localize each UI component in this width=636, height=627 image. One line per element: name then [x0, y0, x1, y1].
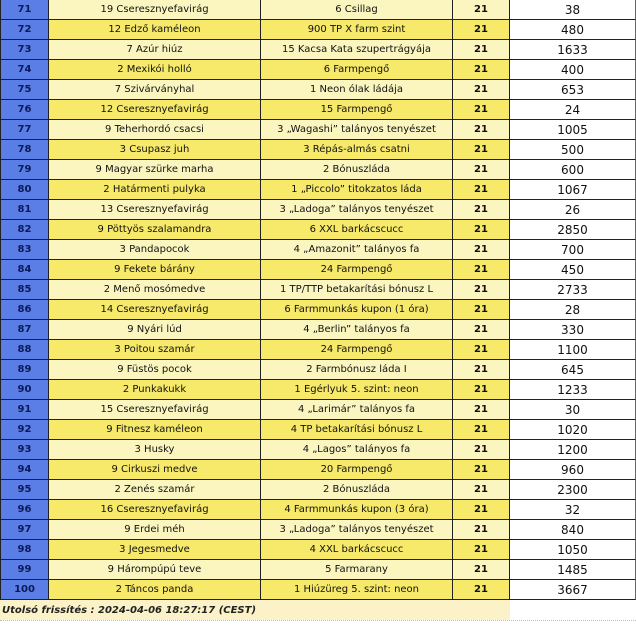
- level-cell[interactable]: 21: [453, 140, 510, 160]
- level-cell[interactable]: 21: [453, 340, 510, 360]
- table-row[interactable]: [0, 320, 636, 340]
- table-row[interactable]: [0, 280, 636, 300]
- level-cell[interactable]: 21: [453, 100, 510, 120]
- table-row[interactable]: [0, 240, 636, 260]
- reward-item-b-cell[interactable]: 24 Farmpengő: [261, 340, 453, 360]
- row-number-cell[interactable]: 100: [0, 580, 49, 600]
- points-cell[interactable]: 653: [510, 80, 636, 100]
- reward-item-b-cell[interactable]: 4 „Berlin” talányos fa: [261, 320, 453, 340]
- row-number-cell[interactable]: 96: [0, 500, 49, 520]
- level-cell[interactable]: 21: [453, 180, 510, 200]
- level-cell[interactable]: 21: [453, 420, 510, 440]
- level-cell[interactable]: 21: [453, 40, 510, 60]
- reward-item-b-cell[interactable]: 6 Farmmunkás kupon (1 óra): [261, 300, 453, 320]
- points-cell[interactable]: 1100: [510, 340, 636, 360]
- points-cell[interactable]: 1633: [510, 40, 636, 60]
- row-number-cell[interactable]: 98: [0, 540, 49, 560]
- level-cell[interactable]: 21: [453, 20, 510, 40]
- points-cell[interactable]: 30: [510, 400, 636, 420]
- table-row[interactable]: [0, 500, 636, 520]
- points-cell[interactable]: 3667: [510, 580, 636, 600]
- points-cell[interactable]: 1233: [510, 380, 636, 400]
- table-row[interactable]: [0, 220, 636, 240]
- row-number-cell[interactable]: 99: [0, 560, 49, 580]
- table-row[interactable]: [0, 60, 636, 80]
- level-cell[interactable]: 21: [453, 380, 510, 400]
- reward-item-b-cell[interactable]: 3 „Ladoga” talányos tenyészet: [261, 520, 453, 540]
- table-row[interactable]: [0, 20, 636, 40]
- reward-item-a-cell[interactable]: 2 Táncos panda: [49, 580, 261, 600]
- points-cell[interactable]: 330: [510, 320, 636, 340]
- reward-item-b-cell[interactable]: 1 „Piccolo” titokzatos láda: [261, 180, 453, 200]
- table-row[interactable]: [0, 340, 636, 360]
- reward-item-a-cell[interactable]: 7 Azúr hiúz: [49, 40, 261, 60]
- table-row[interactable]: [0, 520, 636, 540]
- row-number-cell[interactable]: 74: [0, 60, 49, 80]
- level-cell[interactable]: 21: [453, 260, 510, 280]
- reward-item-b-cell[interactable]: 4 „Lagos” talányos fa: [261, 440, 453, 460]
- row-number-cell[interactable]: 77: [0, 120, 49, 140]
- row-number-cell[interactable]: 71: [0, 0, 49, 20]
- reward-item-b-cell[interactable]: 6 XXL barkácscucc: [261, 220, 453, 240]
- row-number-cell[interactable]: 92: [0, 420, 49, 440]
- row-number-cell[interactable]: 78: [0, 140, 49, 160]
- table-row[interactable]: [0, 560, 636, 580]
- reward-item-a-cell[interactable]: 16 Cseresznyefavirág: [49, 500, 261, 520]
- row-number-cell[interactable]: 94: [0, 460, 49, 480]
- reward-item-b-cell[interactable]: 3 „Ladoga” talányos tenyészet: [261, 200, 453, 220]
- table-row[interactable]: [0, 100, 636, 120]
- reward-item-a-cell[interactable]: 13 Cseresznyefavirág: [49, 200, 261, 220]
- reward-item-b-cell[interactable]: 2 Farmbónusz láda I: [261, 360, 453, 380]
- table-row[interactable]: [0, 140, 636, 160]
- reward-item-a-cell[interactable]: 9 Fitnesz kaméleon: [49, 420, 261, 440]
- table-row[interactable]: [0, 0, 636, 20]
- points-cell[interactable]: 26: [510, 200, 636, 220]
- reward-item-a-cell[interactable]: 2 Határmenti pulyka: [49, 180, 261, 200]
- reward-item-a-cell[interactable]: 9 Pöttyös szalamandra: [49, 220, 261, 240]
- reward-item-a-cell[interactable]: 3 Jegesmedve: [49, 540, 261, 560]
- points-cell[interactable]: 400: [510, 60, 636, 80]
- row-number-cell[interactable]: 85: [0, 280, 49, 300]
- reward-item-b-cell[interactable]: 15 Farmpengő: [261, 100, 453, 120]
- last-update-footer: Utolsó frissítés : 2024-04-06 18:27:17 (CEST): [0, 600, 510, 620]
- points-cell[interactable]: 2850: [510, 220, 636, 240]
- level-cell[interactable]: 21: [453, 540, 510, 560]
- points-cell[interactable]: 645: [510, 360, 636, 380]
- reward-item-b-cell[interactable]: 1 Egérlyuk 5. szint: neon: [261, 380, 453, 400]
- points-cell[interactable]: 960: [510, 460, 636, 480]
- reward-item-a-cell[interactable]: 15 Cseresznyefavirág: [49, 400, 261, 420]
- points-cell[interactable]: 38: [510, 0, 636, 20]
- reward-item-b-cell[interactable]: 4 Farmmunkás kupon (3 óra): [261, 500, 453, 520]
- table-row[interactable]: [0, 400, 636, 420]
- level-cell[interactable]: 21: [453, 0, 510, 20]
- reward-item-b-cell[interactable]: 3 Répás-almás csatni: [261, 140, 453, 160]
- row-number-cell[interactable]: 90: [0, 380, 49, 400]
- reward-item-a-cell[interactable]: 9 Hárompúpú teve: [49, 560, 261, 580]
- points-cell[interactable]: 1020: [510, 420, 636, 440]
- reward-item-b-cell[interactable]: 4 TP betakarítási bónusz L: [261, 420, 453, 440]
- points-cell[interactable]: 24: [510, 100, 636, 120]
- reward-item-b-cell[interactable]: 1 Hiúzüreg 5. szint: neon: [261, 580, 453, 600]
- points-cell[interactable]: 450: [510, 260, 636, 280]
- points-cell[interactable]: 1485: [510, 560, 636, 580]
- reward-item-a-cell[interactable]: 9 Fekete bárány: [49, 260, 261, 280]
- row-number-cell[interactable]: 97: [0, 520, 49, 540]
- reward-item-b-cell[interactable]: 4 XXL barkácscucc: [261, 540, 453, 560]
- table-row[interactable]: [0, 120, 636, 140]
- level-cell[interactable]: 21: [453, 560, 510, 580]
- row-number-cell[interactable]: 72: [0, 20, 49, 40]
- points-cell[interactable]: 1200: [510, 440, 636, 460]
- reward-item-a-cell[interactable]: 12 Cseresznyefavirág: [49, 100, 261, 120]
- table-row[interactable]: [0, 260, 636, 280]
- table-row[interactable]: [0, 160, 636, 180]
- row-number-cell[interactable]: 91: [0, 400, 49, 420]
- row-number-cell[interactable]: 95: [0, 480, 49, 500]
- points-cell[interactable]: 2733: [510, 280, 636, 300]
- reward-item-a-cell[interactable]: 9 Teherhordó csacsi: [49, 120, 261, 140]
- reward-item-b-cell[interactable]: 2 Bónuszláda: [261, 480, 453, 500]
- reward-item-a-cell[interactable]: 2 Zenés szamár: [49, 480, 261, 500]
- points-cell[interactable]: 1050: [510, 540, 636, 560]
- level-cell[interactable]: 21: [453, 480, 510, 500]
- points-cell[interactable]: 32: [510, 500, 636, 520]
- points-cell[interactable]: 1005: [510, 120, 636, 140]
- reward-item-a-cell[interactable]: 9 Magyar szürke marha: [49, 160, 261, 180]
- row-number-cell[interactable]: 83: [0, 240, 49, 260]
- table-row[interactable]: [0, 180, 636, 200]
- reward-item-a-cell[interactable]: 9 Erdei méh: [49, 520, 261, 540]
- level-cell[interactable]: 21: [453, 440, 510, 460]
- reward-item-b-cell[interactable]: 24 Farmpengő: [261, 260, 453, 280]
- level-cell[interactable]: 21: [453, 300, 510, 320]
- level-cell[interactable]: 21: [453, 280, 510, 300]
- points-cell[interactable]: 28: [510, 300, 636, 320]
- points-cell[interactable]: 480: [510, 20, 636, 40]
- row-number-cell[interactable]: 87: [0, 320, 49, 340]
- points-cell[interactable]: 1067: [510, 180, 636, 200]
- reward-item-b-cell[interactable]: 6 Csillag: [261, 0, 453, 20]
- reward-item-a-cell[interactable]: 2 Menő mosómedve: [49, 280, 261, 300]
- row-number-cell[interactable]: 80: [0, 180, 49, 200]
- table-row[interactable]: [0, 360, 636, 380]
- table-row[interactable]: [0, 300, 636, 320]
- row-number-cell[interactable]: 86: [0, 300, 49, 320]
- table-row[interactable]: [0, 540, 636, 560]
- reward-item-a-cell[interactable]: 2 Mexikói holló: [49, 60, 261, 80]
- reward-item-a-cell[interactable]: 14 Cseresznyefavirág: [49, 300, 261, 320]
- level-cell[interactable]: 21: [453, 400, 510, 420]
- table-row[interactable]: [0, 480, 636, 500]
- reward-item-b-cell[interactable]: 4 „Larimár” talányos fa: [261, 400, 453, 420]
- level-cell[interactable]: 21: [453, 460, 510, 480]
- table-row[interactable]: [0, 580, 636, 600]
- level-cell[interactable]: 21: [453, 500, 510, 520]
- reward-item-b-cell[interactable]: 1 TP/TTP betakarítási bónusz L: [261, 280, 453, 300]
- row-number-cell[interactable]: 79: [0, 160, 49, 180]
- reward-item-b-cell[interactable]: 6 Farmpengő: [261, 60, 453, 80]
- table-row[interactable]: [0, 80, 636, 100]
- points-cell[interactable]: 500: [510, 140, 636, 160]
- points-cell[interactable]: 2300: [510, 480, 636, 500]
- reward-item-b-cell[interactable]: 3 „Wagashi” talányos tenyészet: [261, 120, 453, 140]
- level-cell[interactable]: 21: [453, 240, 510, 260]
- reward-item-b-cell[interactable]: 5 Farmarany: [261, 560, 453, 580]
- level-cell[interactable]: 21: [453, 160, 510, 180]
- table-row[interactable]: [0, 380, 636, 400]
- row-number-cell[interactable]: 84: [0, 260, 49, 280]
- level-cell[interactable]: 21: [453, 220, 510, 240]
- table-row[interactable]: [0, 420, 636, 440]
- reward-item-a-cell[interactable]: 3 Pandapocok: [49, 240, 261, 260]
- reward-item-a-cell[interactable]: 3 Poitou szamár: [49, 340, 261, 360]
- reward-item-a-cell[interactable]: 9 Füstös pocok: [49, 360, 261, 380]
- reward-item-b-cell[interactable]: 15 Kacsa Kata szupertrágyája: [261, 40, 453, 60]
- row-number-cell[interactable]: 82: [0, 220, 49, 240]
- row-number-cell[interactable]: 88: [0, 340, 49, 360]
- row-number-cell[interactable]: 81: [0, 200, 49, 220]
- points-cell[interactable]: 600: [510, 160, 636, 180]
- row-number-cell[interactable]: 75: [0, 80, 49, 100]
- level-cell[interactable]: 21: [453, 60, 510, 80]
- table-row[interactable]: [0, 200, 636, 220]
- reward-item-a-cell[interactable]: 12 Edző kaméleon: [49, 20, 261, 40]
- level-cell[interactable]: 21: [453, 580, 510, 600]
- row-number-cell[interactable]: 93: [0, 440, 49, 460]
- row-number-cell[interactable]: 73: [0, 40, 49, 60]
- level-cell[interactable]: 21: [453, 80, 510, 100]
- points-cell[interactable]: 700: [510, 240, 636, 260]
- reward-item-a-cell[interactable]: 19 Cseresznyefavirág: [49, 0, 261, 20]
- reward-item-a-cell[interactable]: 3 Husky: [49, 440, 261, 460]
- reward-item-b-cell[interactable]: 4 „Amazonit” talányos fa: [261, 240, 453, 260]
- points-cell[interactable]: 840: [510, 520, 636, 540]
- table-row[interactable]: [0, 460, 636, 480]
- level-cell[interactable]: 21: [453, 120, 510, 140]
- level-cell[interactable]: 21: [453, 520, 510, 540]
- level-cell[interactable]: 21: [453, 320, 510, 340]
- reward-item-a-cell[interactable]: 3 Csupasz juh: [49, 140, 261, 160]
- reward-item-a-cell[interactable]: 9 Cirkuszi medve: [49, 460, 261, 480]
- reward-item-b-cell[interactable]: 1 Neon ólak ládája: [261, 80, 453, 100]
- row-number-cell[interactable]: 76: [0, 100, 49, 120]
- table-row[interactable]: [0, 40, 636, 60]
- reward-item-a-cell[interactable]: 2 Punkakukk: [49, 380, 261, 400]
- level-cell[interactable]: 21: [453, 360, 510, 380]
- reward-item-a-cell[interactable]: 9 Nyári lúd: [49, 320, 261, 340]
- row-number-cell[interactable]: 89: [0, 360, 49, 380]
- reward-item-a-cell[interactable]: 7 Szivárványhal: [49, 80, 261, 100]
- reward-item-b-cell[interactable]: 2 Bónuszláda: [261, 160, 453, 180]
- reward-item-b-cell[interactable]: 900 TP X farm szint: [261, 20, 453, 40]
- reward-item-b-cell[interactable]: 20 Farmpengő: [261, 460, 453, 480]
- level-cell[interactable]: 21: [453, 200, 510, 220]
- table-row[interactable]: [0, 440, 636, 460]
